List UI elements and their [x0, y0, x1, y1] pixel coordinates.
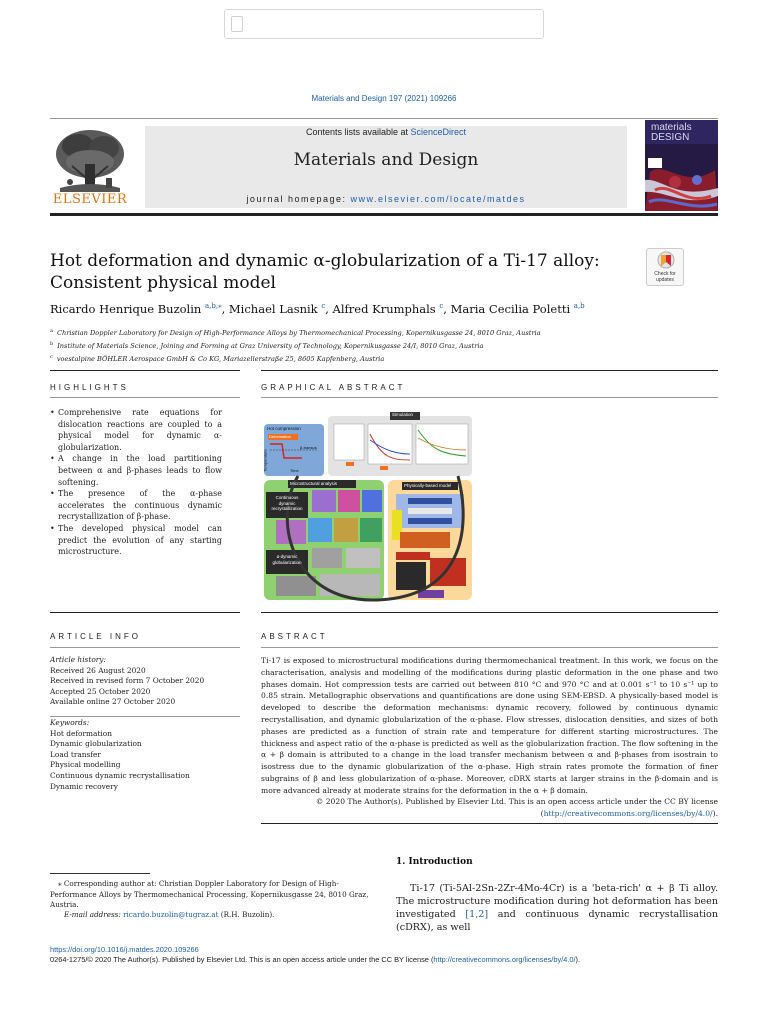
author[interactable]: Michael Lasnik $^c$	[228, 302, 326, 316]
crossmark-icon	[647, 249, 685, 271]
highlight-item: • A change in the load partitioning between α and β-phases leads to flow softening.	[50, 453, 222, 488]
email-suffix: (R.H. Buzolin).	[218, 910, 275, 919]
publisher-wordmark: ELSEVIER	[52, 192, 128, 207]
history-item: Received in revised form 7 October 2020	[50, 676, 205, 686]
author[interactable]: Ricardo Henrique Buzolin $^{a,b,⁎}$	[50, 302, 222, 316]
article-info-sub-rule	[50, 647, 240, 648]
journal-name: Materials and Design	[293, 150, 479, 170]
header-top-rule	[50, 118, 718, 119]
ga-microstructural-analysis-label: Microstructural analysis	[290, 481, 338, 486]
doi-link[interactable]: https://doi.org/10.1016/j.matdes.2020.109266	[50, 945, 199, 954]
ga-temperature-label: Temperature	[262, 449, 268, 472]
highlight-item: • The developed physical model can predict the evolution of any starting microstructure.	[50, 523, 222, 558]
graphical-abstract-heading: GRAPHICAL ABSTRACT	[261, 383, 406, 392]
footnote-rule	[50, 873, 150, 874]
highlight-item: • The presence of the α-phase accelerates the continuous dynamic recrystallization of β-phase.	[50, 488, 222, 523]
abstract-heading: ABSTRACT	[261, 632, 328, 641]
article-title	[50, 250, 610, 294]
issn-prefix: 0264-1275/© 2020 The Author(s). Published by Elsevier Ltd. This is an open access article under the CC BY license (	[50, 955, 434, 964]
keywords-label: Keywords:	[50, 718, 90, 727]
keyword-item: Load transfer	[50, 749, 101, 759]
journal-homepage-link[interactable]: www.elsevier.com/locate/matdes	[350, 194, 526, 204]
graphical-abstract-rule	[261, 370, 718, 371]
abstract-top-rule	[261, 612, 718, 613]
ga-alpha-globularization-label: α-dynamic globularization	[272, 554, 302, 565]
journal-citation[interactable]: Materials and Design 197 (2021) 109266	[311, 94, 457, 103]
keyword-item: Physical modelling	[50, 760, 121, 770]
ga-simulation-label: Simulation	[392, 412, 414, 417]
ga-physical-model-label: Physically-based model	[404, 483, 452, 488]
highlight-item: • Comprehensive rate equations for dislocation reactions are coupled to a physical model for dynamic α-globularization.	[50, 407, 222, 453]
issn-copyright-line	[50, 955, 718, 964]
keyword-item: Continuous dynamic recrystallisation	[50, 770, 190, 780]
sciencedirect-link[interactable]: ScienceDirect	[410, 127, 467, 137]
issn-suffix: ).	[575, 955, 581, 964]
article-info-divider	[50, 716, 240, 717]
footnote-email-line	[64, 910, 384, 921]
article-title-line2: Consistent physical model	[50, 273, 276, 293]
journal-homepage-line	[145, 194, 627, 204]
article-history-label: Article history:	[50, 655, 106, 664]
history-item: Received 26 August 2020	[50, 665, 146, 675]
article-title-line1: Hot deformation and dynamic α-globularization of a Ti-17 alloy:	[50, 251, 600, 271]
affiliation-list	[50, 326, 718, 366]
corresponding-author-footnote: ⁎ Corresponding author at: Christian Doppler Laboratory for Design of High-Performance Alloys by Thermomechanical Processing, Kopernikusgasse 24, 8010 Graz, Austria.	[50, 879, 369, 909]
homepage-prefix: journal homepage:	[246, 194, 351, 204]
check-for-updates-label: Check for updates	[654, 271, 676, 283]
ga-beta-transus-label: β-transus	[300, 445, 317, 450]
history-item: Available online 27 October 2020	[50, 697, 176, 707]
abstract-bottom-rule	[261, 823, 718, 824]
graphical-abstract-sub-rule	[261, 397, 718, 398]
keyword-item: Dynamic globularization	[50, 739, 142, 749]
highlights-sub-rule	[50, 397, 240, 398]
journal-cover-thumbnail[interactable]	[645, 120, 718, 211]
keyword-item: Hot deformation	[50, 728, 112, 738]
elsevier-logo[interactable]	[50, 126, 130, 208]
cover-title: materials DESIGN	[651, 122, 692, 143]
history-item: Accepted 25 October 2020	[50, 686, 151, 696]
highlights-heading: HIGHLIGHTS	[50, 383, 129, 392]
abstract-sub-rule	[261, 647, 718, 648]
check-for-updates-badge[interactable]	[646, 248, 684, 286]
article-info-rule	[50, 612, 240, 613]
contents-prefix: Contents lists available at	[305, 127, 411, 137]
abstract-license-suffix: ).	[712, 808, 718, 818]
author[interactable]: Alfred Krumphals $^c$	[332, 302, 444, 316]
abstract-license	[261, 796, 718, 820]
introduction-paragraph	[396, 882, 718, 934]
abstract-text: Ti-17 is exposed to microstructural modifications during thermomechanical treatment. In this work, we focus on the characterisation, analysis and modelling of the modifications during plastic deformation in the one phase and two phases domain. Hot compression tests are carried out between 810 °C and 970 °C and at 0.001 s⁻¹ to 10 s⁻¹ up to 0.85 strain. Metallographic observations and quantifications are done using SEM-EBSD. A physically-based model is developed to describe the deformation mechanisms: dynamic recovery, followed by continuous dynamic recrystallisation, and dynamic globularization of the α-phase. Flow stresses, dislocation densities, and sizes of both phases are predicted as a function of strain rate and temperature for different starting microstructures. The thickness and aspect ratio of the α-phase is predicted as well as the globularization fraction. The flow softening in the α + β domain is attributed to a change in the load transfer mechanism between α and β-phases from isostrain to isostress due to the dynamic globularization of the α-phase. High strain rates promote the formation of finer subgrains of β and less globularization of α-phase. Moreover, cDRX starts at larger strains in the β-domain and is more advanced already at moderate strains for the deformation in the α + β domain.	[261, 656, 718, 795]
abstract-license-link[interactable]: http://creativecommons.org/licenses/by/4.0/	[543, 808, 713, 818]
ga-deformation-label: Deformation	[269, 434, 291, 439]
contents-line	[145, 127, 627, 137]
keyword-item: Dynamic recovery	[50, 781, 118, 791]
introduction-heading: 1. Introduction	[396, 857, 473, 867]
affiliation: $^a$ Christian Doppler Laboratory for Design of High-Performance Alloys by Thermomechanical Processing, Kopernikusgasse 24, 8010 Graz, Austria	[50, 328, 541, 338]
graphical-abstract-figure[interactable]	[262, 410, 474, 602]
ga-hot-compression-label: Hot compression	[267, 426, 301, 431]
page-thumbnail-icon	[231, 16, 243, 32]
viewer-toolbar-box	[224, 9, 544, 39]
highlights-rule	[50, 370, 240, 371]
email-label: E-mail address:	[64, 910, 124, 919]
reference-link[interactable]: [1,2]	[465, 909, 489, 920]
highlights-list	[50, 407, 222, 558]
affiliation: $^b$ Institute of Materials Science, Joining and Forming at Graz University of Technology, Kopernikusgasse 24/I, 8010 Graz, Austria	[50, 341, 484, 351]
abstract-license-prefix: © 2020 The Author(s). Published by Elsevier Ltd. This is an open access article under the CC BY license (	[315, 797, 718, 818]
introduction-text-b: and continuous dynamic recrystallisation (cDRX), as well	[396, 909, 719, 933]
article-info-heading: ARTICLE INFO	[50, 632, 141, 641]
author-email-link[interactable]: ricardo.buzolin@tugraz.at	[123, 910, 219, 919]
keywords-list	[50, 718, 240, 792]
affiliation: $^c$ voestalpine BÖHLER Aerospace GmbH & Co KG, Mariazellerstraße 25, 8605 Kapfenberg, Austria	[50, 354, 385, 364]
header-bottom-rule	[50, 213, 718, 216]
ga-time-label: Time	[290, 468, 299, 473]
author-list: Ricardo Henrique Buzolin $^{a,b,⁎}$, Michael Lasnik $^c$, Alfred Krumphals $^c$, Maria Cecilia Poletti $^{a,b}$	[50, 302, 585, 316]
introduction-text-a: Ti-17 (Ti-5Al-2Sn-2Zr-4Mo-4Cr) is a 'beta-rich' α + β Ti alloy. The microstructure modification during hot deformation has been investigated	[396, 883, 718, 920]
author[interactable]: Maria Cecilia Poletti $^{a,b}$	[450, 302, 585, 316]
ga-cdrx-label: Continuous dynamic recrystallization	[271, 495, 303, 511]
issn-license-link[interactable]: http://creativecommons.org/licenses/by/4.0/	[433, 955, 576, 964]
article-history	[50, 655, 240, 708]
